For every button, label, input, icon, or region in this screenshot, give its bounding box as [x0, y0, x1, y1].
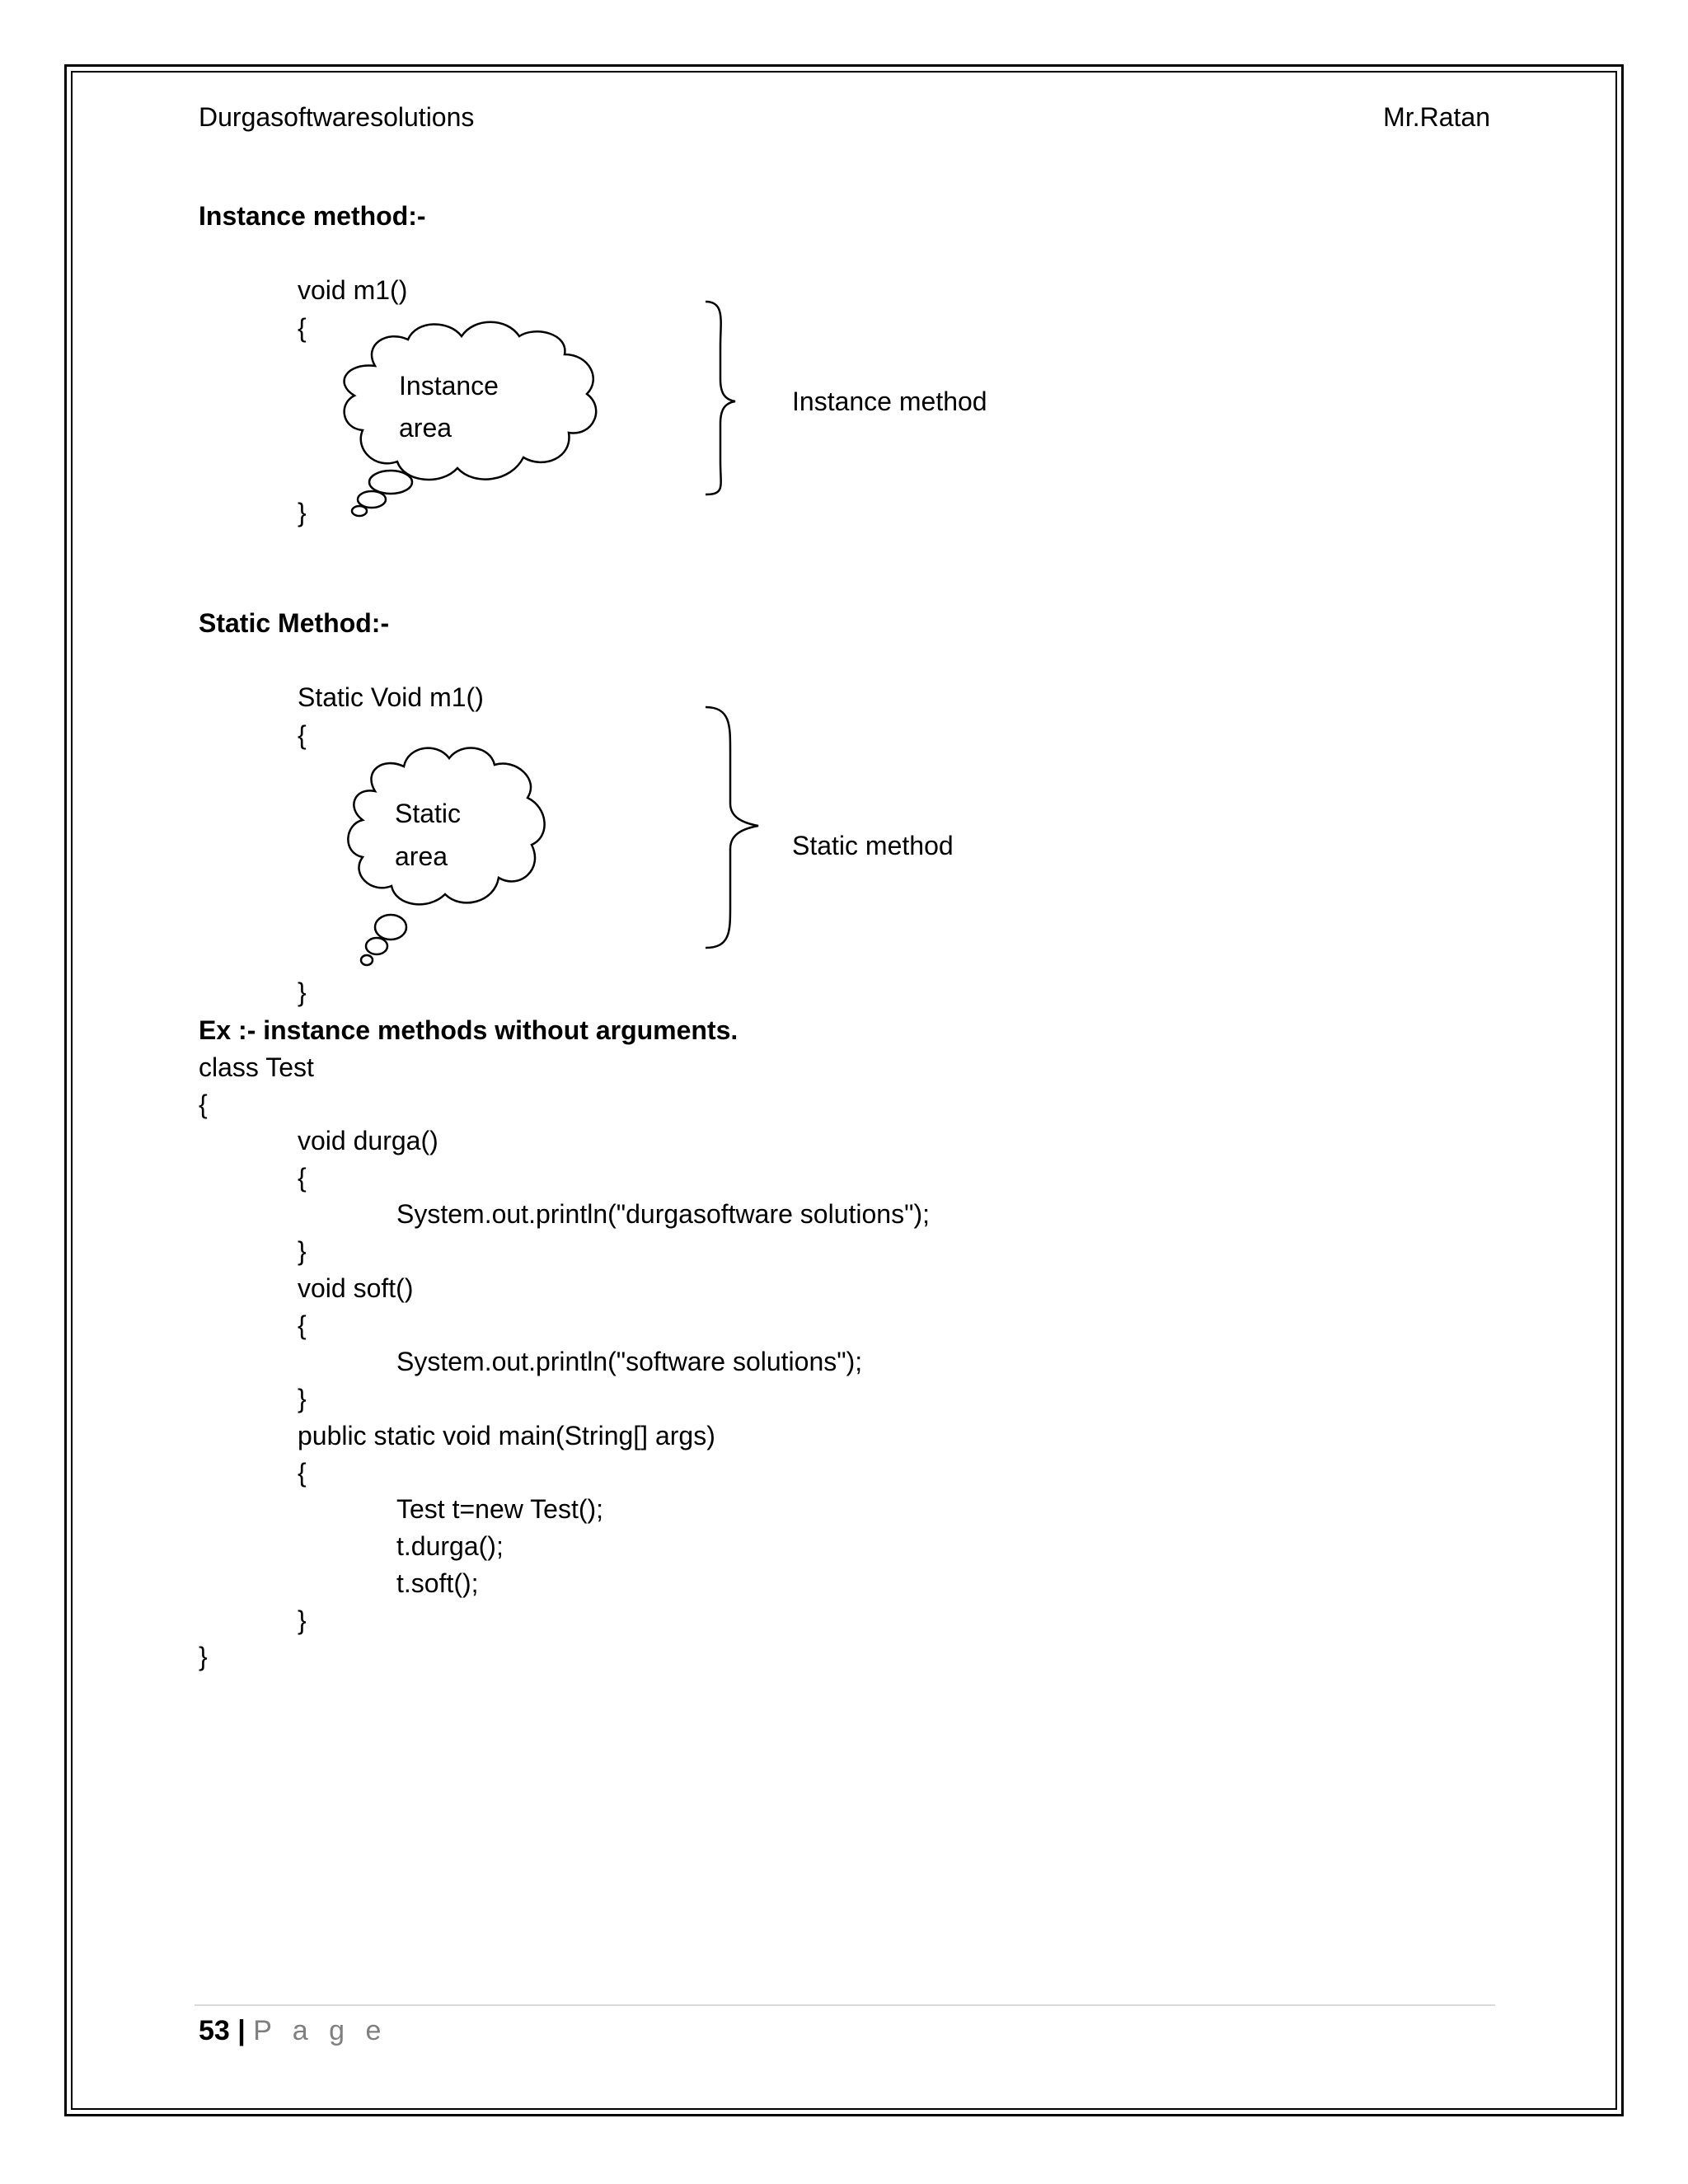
page-number: 53 [199, 2015, 230, 2046]
code-line: System.out.println("software solutions"); [396, 1347, 863, 1376]
static-method-heading: Static Method:- [199, 608, 390, 638]
code-line: class Test [199, 1052, 314, 1082]
static-cloud-line2: area [395, 841, 448, 871]
static-right-brace [706, 707, 758, 948]
static-close-brace: } [298, 977, 307, 1007]
instance-method-heading: Instance method:- [199, 201, 426, 231]
instance-right-brace [706, 302, 735, 494]
header-author: Mr.Ratan [1383, 102, 1490, 132]
footer-divider [195, 2004, 1495, 2006]
code-line: { [298, 1458, 307, 1488]
code-line: void soft() [298, 1273, 414, 1303]
footer-separator: | [237, 2015, 246, 2046]
instance-signature: void m1() [298, 275, 408, 305]
code-line: void durga() [298, 1126, 438, 1155]
code-line: t.durga(); [396, 1531, 504, 1561]
static-cloud-line1: Static [395, 799, 462, 828]
instance-cloud-line1: Instance [399, 371, 499, 401]
static-signature: Static Void m1() [298, 682, 484, 712]
static-brace-label: Static method [792, 831, 954, 860]
page-label: P a g e [253, 2015, 388, 2046]
code-line: { [298, 1163, 307, 1193]
code-line: System.out.println("durgasoftware solutions"); [396, 1199, 930, 1229]
code-line: } [298, 1384, 307, 1413]
instance-brace-label: Instance method [792, 387, 987, 416]
instance-open-brace: { [298, 313, 307, 343]
static-open-brace: { [298, 720, 307, 750]
code-line: } [298, 1605, 307, 1635]
code-line: { [199, 1090, 208, 1119]
code-line: } [199, 1642, 208, 1671]
code-line: t.soft(); [396, 1568, 479, 1598]
page-footer [199, 2013, 387, 2049]
instance-thought-cloud [345, 322, 597, 516]
code-line: public static void main(String[] args) [298, 1421, 715, 1451]
instance-close-brace: } [298, 498, 307, 527]
code-line: } [298, 1236, 307, 1266]
header-company: Durgasoftwaresolutions [199, 102, 475, 132]
code-line: Test t=new Test(); [396, 1494, 604, 1524]
code-line: { [298, 1310, 307, 1340]
example-heading: Ex :- instance methods without arguments. [199, 1015, 738, 1045]
instance-cloud-line2: area [399, 413, 452, 443]
